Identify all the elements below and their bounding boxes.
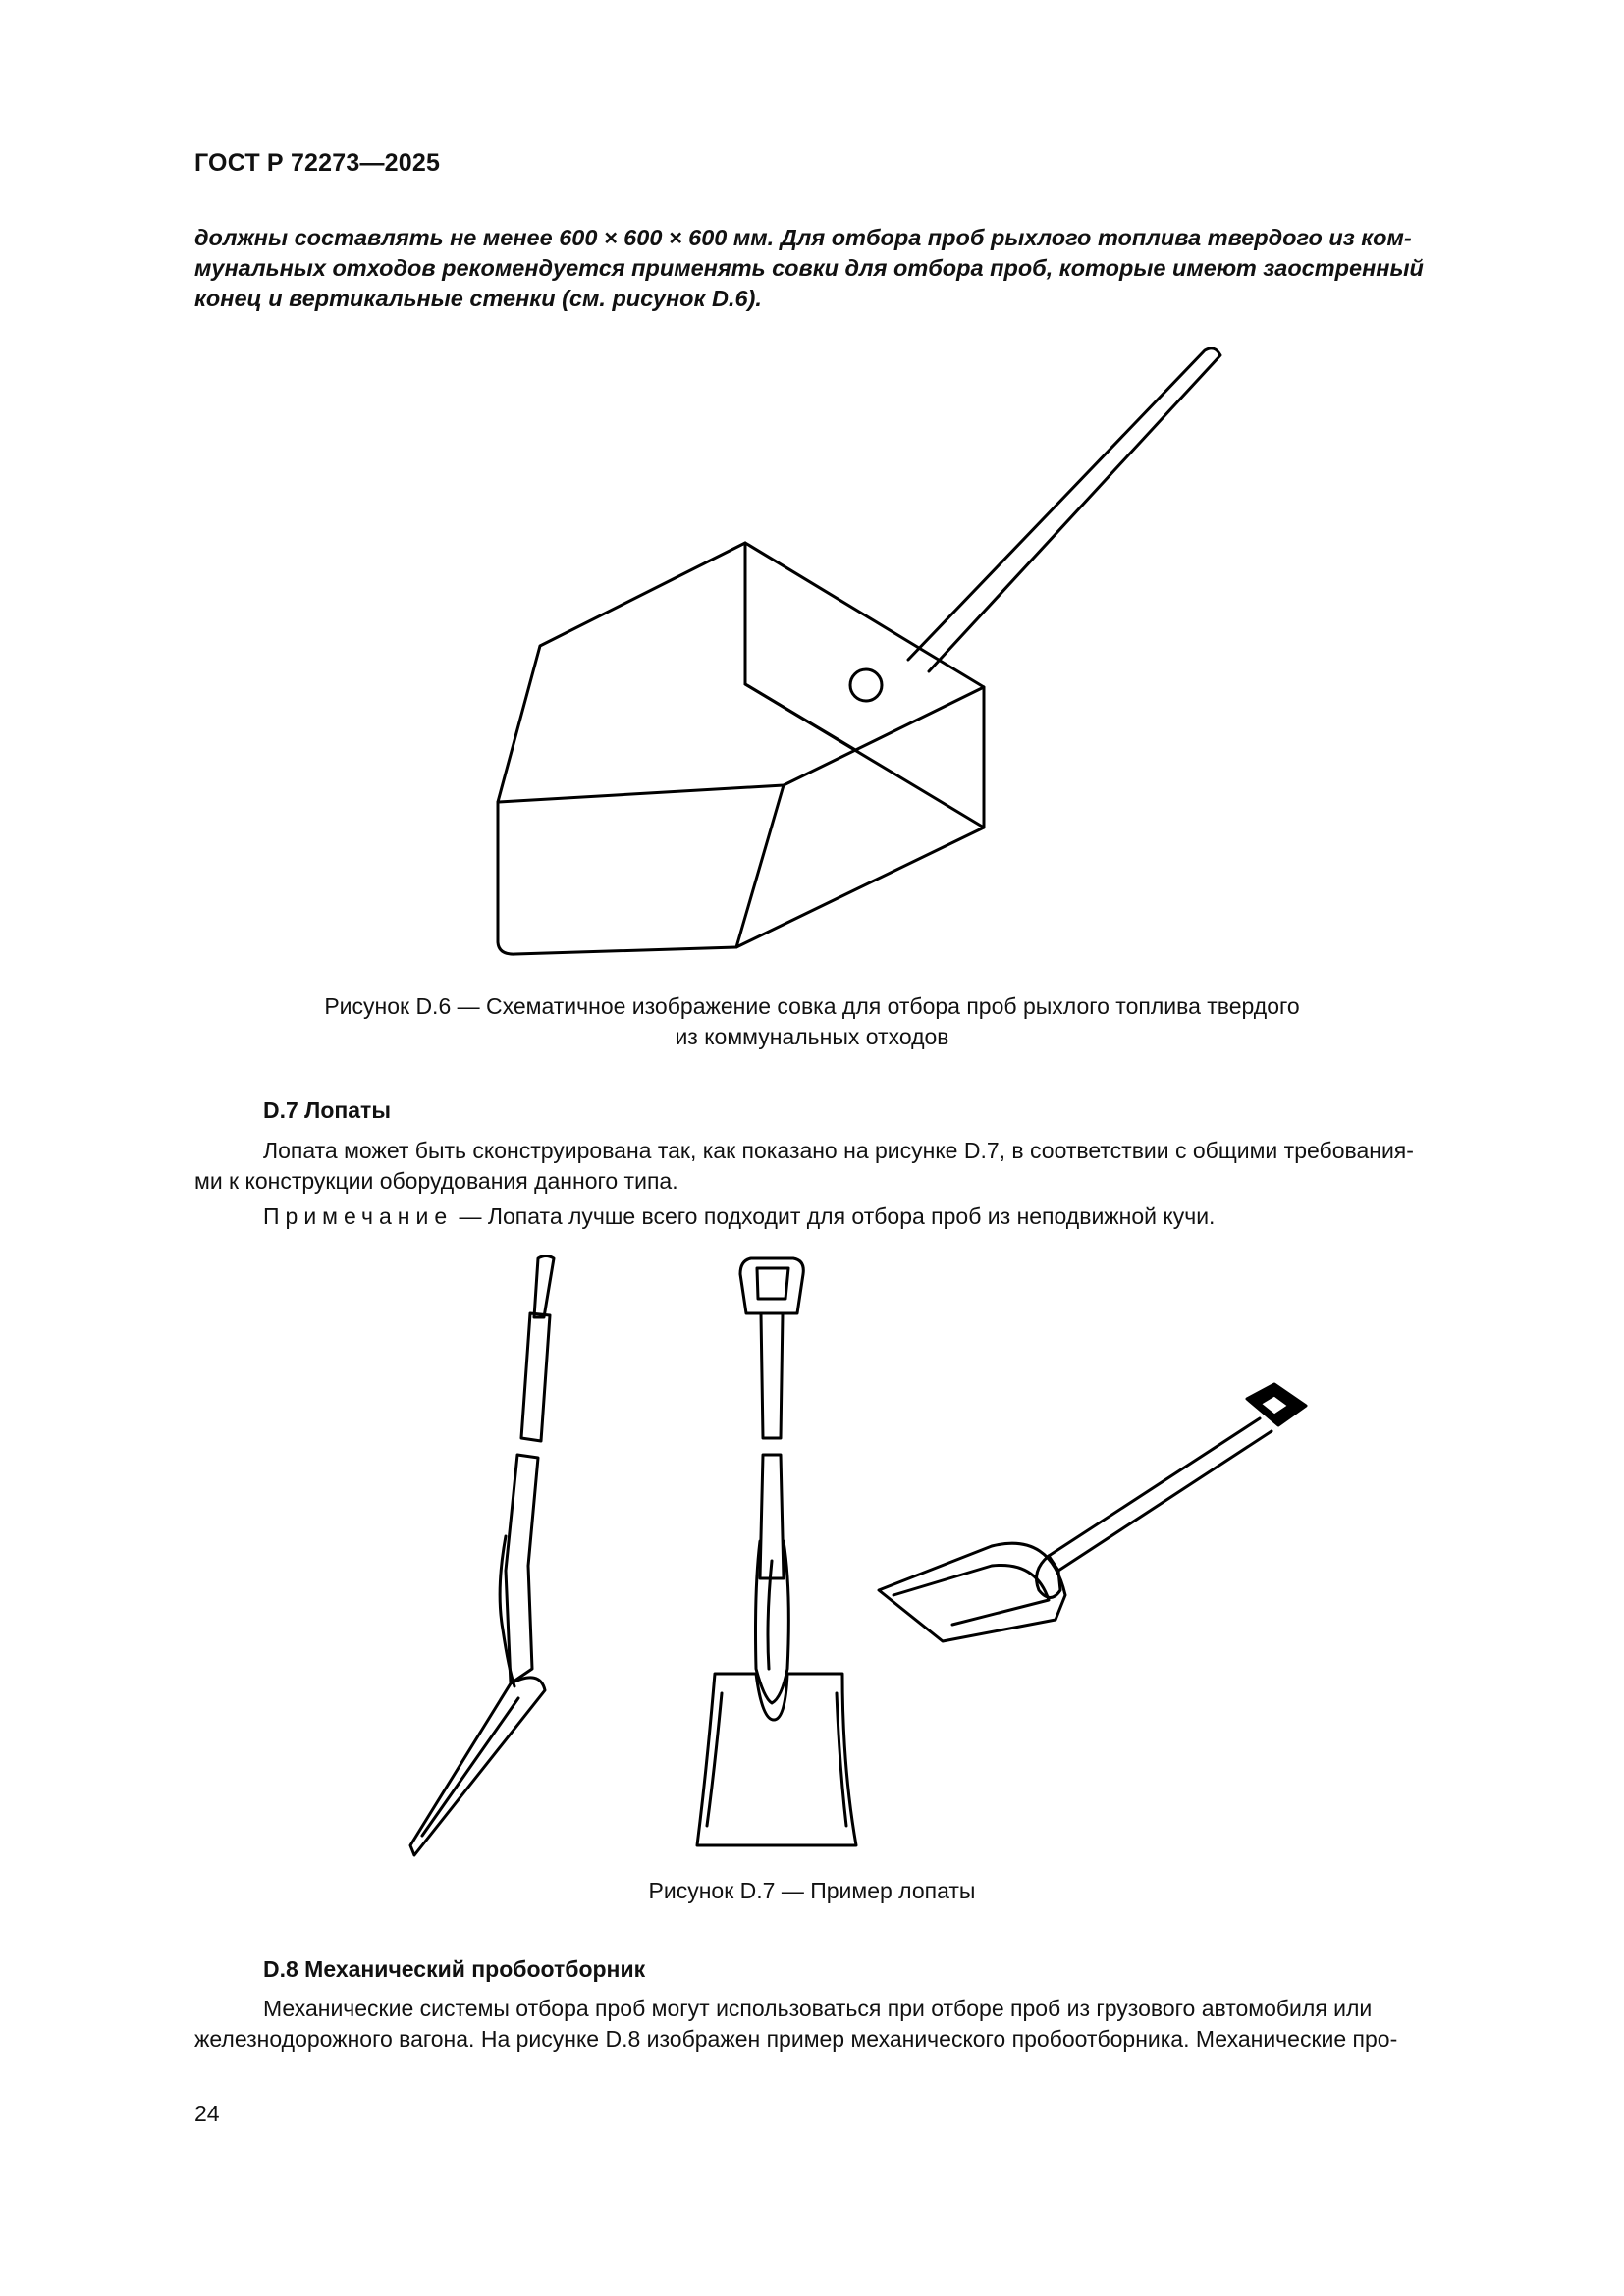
shovel-angled-shaft: [1049, 1418, 1272, 1571]
paragraph-line: Механические системы отбора проб могут использоваться при отборе проб из грузового автомобиля или: [263, 1996, 1373, 2021]
section-d7-title: D.7 Лопаты: [263, 1097, 391, 1123]
shovel-side-blade-edge: [422, 1698, 518, 1836]
intro-line: должны составлять не менее 600 × 600 × 600 мм. Для отбора проб рыхлого топлива твердого из ком-: [194, 225, 1412, 250]
intro-line: конец и вертикальные стенки (см. рисунок D.6).: [194, 286, 762, 311]
paragraph-line: Лопата может быть сконструирована так, как показано на рисунке D.7, в соответствии с общими требования-: [263, 1138, 1414, 1163]
shovel-side-handle-top: [534, 1256, 554, 1318]
caption-line: Рисунок D.6 — Схематичное изображение совка для отбора проб рыхлого топлива твердого: [324, 993, 1300, 1019]
shovel-angled-socket: [1037, 1556, 1060, 1598]
shovel-front-grip-hole: [757, 1268, 788, 1299]
caption-line: из коммунальных отходов: [675, 1024, 949, 1049]
shovel-front-blade-rib: [707, 1693, 722, 1826]
figure-d7-caption: [0, 1876, 1624, 1906]
shovel-front-grip: [740, 1258, 803, 1313]
shovel-front-view: [697, 1258, 856, 1845]
paragraph-line: железнодорожного вагона. На рисунке D.8 изображен пример механического пробоотборника. Механические про-: [194, 2026, 1398, 2052]
page-number: 24: [194, 2101, 220, 2126]
section-d8-paragraph: [194, 1994, 1510, 2055]
note-text: — Лопата лучше всего подходит для отбора проб из неподвижной кучи.: [453, 1203, 1216, 1229]
shovel-angled-view: [879, 1384, 1306, 1641]
shovel-front-shaft-upper: [761, 1313, 783, 1438]
paragraph-line: ми к конструкции оборудования данного типа.: [194, 1168, 678, 1194]
shovel-side-shaft-lower: [506, 1455, 538, 1683]
caption-line: Рисунок D.7 — Пример лопаты: [648, 1878, 976, 1903]
shovel-side-blade: [410, 1678, 545, 1855]
shovel-side-shaft-upper: [521, 1313, 550, 1441]
section-d8-title: D.8 Механический пробоотборник: [263, 1956, 646, 1982]
intro-line: мунальных отходов рекомендуется применять совки для отбора проб, которые имеют заостренный: [194, 255, 1424, 281]
note-label: Примечание: [263, 1203, 454, 1229]
shovel-side-view: [410, 1256, 554, 1856]
document-header: ГОСТ Р 72273—2025: [194, 149, 441, 177]
